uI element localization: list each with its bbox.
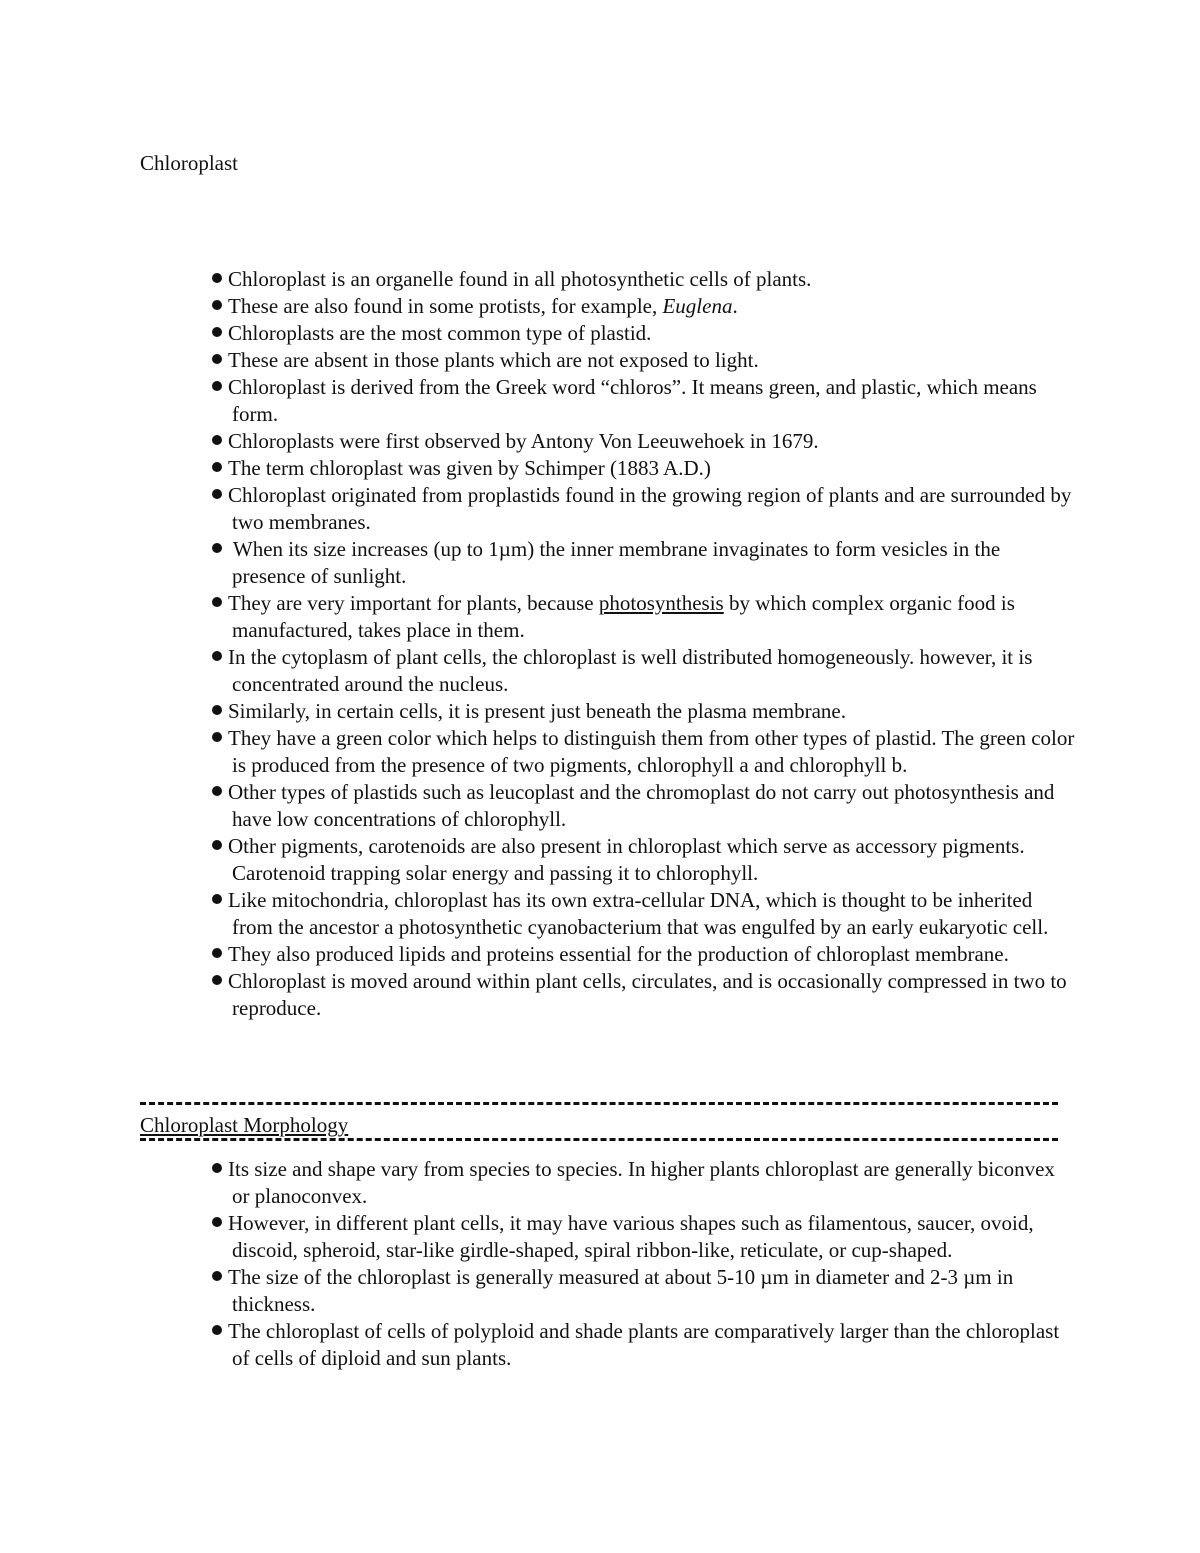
bullet-icon <box>212 354 222 364</box>
list-item: When its size increases (up to 1µm) the inner membrane invaginates to form vesicles in the presence of sunlight. <box>196 536 1076 590</box>
list-item: Chloroplasts were first observed by Antony Von Leeuwehoek in 1679. <box>196 428 1076 455</box>
list-item: Chloroplast originated from proplastids found in the growing region of plants and are surrounded by two membranes. <box>196 482 1076 536</box>
list-item: Other pigments, carotenoids are also present in chloroplast which serve as accessory pigments. Carotenoid trapping solar energy and passing it to chlorophyll. <box>196 833 1076 887</box>
list-item: Its size and shape vary from species to species. In higher plants chloroplast are generally biconvex or planoconvex. <box>196 1156 1076 1210</box>
document-title: Chloroplast <box>140 151 238 175</box>
bullet-icon <box>212 435 222 445</box>
list-item: They also produced lipids and proteins essential for the production of chloroplast membrane. <box>196 941 1076 968</box>
list-item: Like mitochondria, chloroplast has its own extra-cellular DNA, which is thought to be inherited from the ancestor a photosynthetic cyanobacterium that was engulfed by an early eukaryotic cell. <box>196 887 1076 941</box>
bullet-icon <box>212 786 222 796</box>
bullet-icon <box>212 705 222 715</box>
bullet-icon <box>212 543 222 553</box>
list-item: In the cytoplasm of plant cells, the chloroplast is well distributed homogeneously. however, it is concentrated around the nucleus. <box>196 644 1076 698</box>
list-item: These are absent in those plants which are not exposed to light. <box>196 347 1076 374</box>
list-item: However, in different plant cells, it may have various shapes such as filamentous, saucer, ovoid, discoid, spheroid, star-like girdle-shaped, spiral ribbon-like, reticulate, or cup-shaped. <box>196 1210 1076 1264</box>
list-item: Chloroplast is an organelle found in all photosynthetic cells of plants. <box>196 266 1076 293</box>
list-item: The chloroplast of cells of polyploid and shade plants are comparatively larger than the chloroplast of cells of diploid and sun plants. <box>196 1318 1076 1372</box>
list-item: Chloroplasts are the most common type of plastid. <box>196 320 1076 347</box>
section-heading-morphology: Chloroplast Morphology <box>140 1112 352 1138</box>
bullet-icon <box>212 732 222 742</box>
bullet-icon <box>212 894 222 904</box>
species-name: Euglena <box>662 294 733 318</box>
list-item: Similarly, in certain cells, it is present just beneath the plasma membrane. <box>196 698 1076 725</box>
chloroplast-facts-list <box>196 266 1076 1022</box>
list-item: The size of the chloroplast is generally measured at about 5-10 µm in diameter and 2-3 µm in thickness. <box>196 1264 1076 1318</box>
bullet-icon <box>212 1163 222 1173</box>
list-item: The term chloroplast was given by Schimper (1883 A.D.) <box>196 455 1076 482</box>
photosynthesis-link[interactable]: photosynthesis <box>598 591 724 615</box>
bullet-icon <box>212 948 222 958</box>
bullet-icon <box>212 975 222 985</box>
bullet-icon <box>212 840 222 850</box>
bullet-icon <box>212 273 222 283</box>
list-item: Other types of plastids such as leucoplast and the chromoplast do not carry out photosynthesis and have low concentrations of chlorophyll. <box>196 779 1076 833</box>
dashed-divider <box>140 1102 1058 1105</box>
bullet-icon <box>212 300 222 310</box>
bullet-icon <box>212 1325 222 1335</box>
bullet-icon <box>212 651 222 661</box>
list-item: They are very important for plants, because photosynthesis by which complex organic food is manufactured, takes place in them. <box>196 590 1076 644</box>
bullet-icon <box>212 381 222 391</box>
bullet-icon <box>212 597 222 607</box>
list-item: They have a green color which helps to distinguish them from other types of plastid. The green color is produced from the presence of two pigments, chlorophyll a and chlorophyll b. <box>196 725 1076 779</box>
bullet-icon <box>212 489 222 499</box>
bullet-icon <box>212 327 222 337</box>
morphology-list <box>196 1156 1076 1372</box>
list-item: Chloroplast is derived from the Greek word “chloros”. It means green, and plastic, which means form. <box>196 374 1076 428</box>
bullet-icon <box>212 1217 222 1227</box>
dashed-divider <box>140 1138 1058 1141</box>
bullet-icon <box>212 1271 222 1281</box>
list-item: These are also found in some protists, for example, Euglena. <box>196 293 1076 320</box>
bullet-icon <box>212 462 222 472</box>
list-item: Chloroplast is moved around within plant cells, circulates, and is occasionally compressed in two to reproduce. <box>196 968 1076 1022</box>
